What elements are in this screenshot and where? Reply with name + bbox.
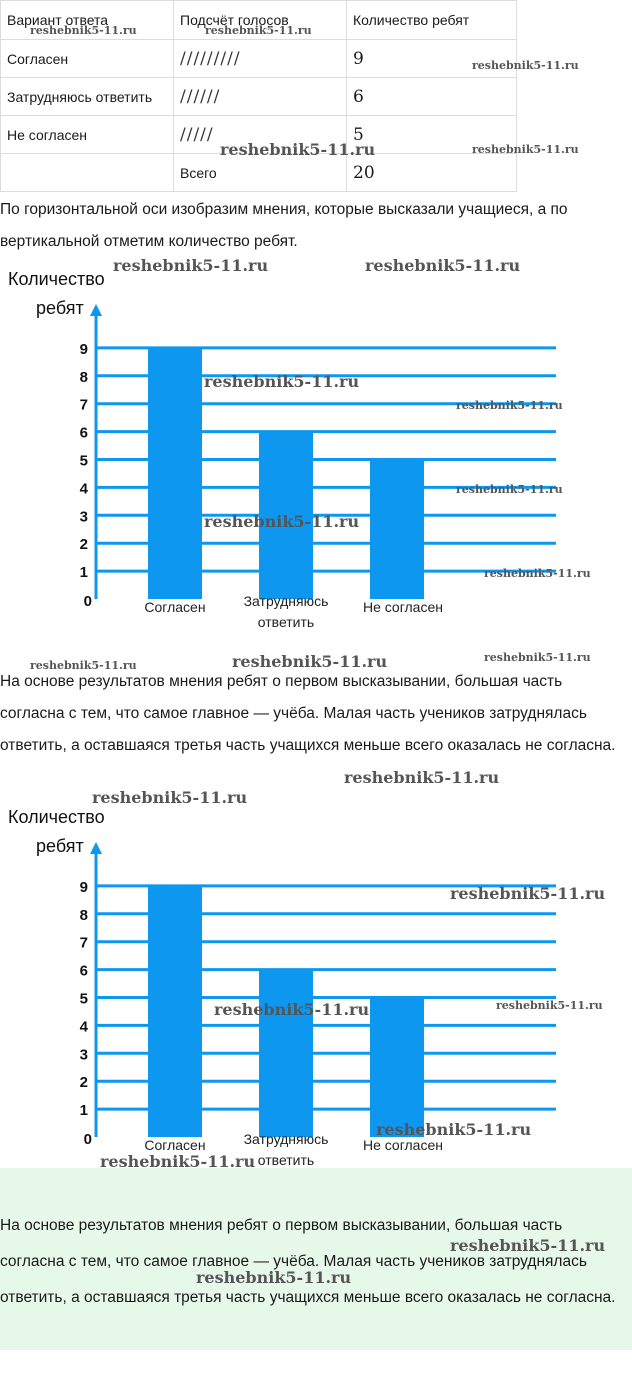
watermark: reshebnik5-11.ru [113, 256, 269, 275]
table-row [1, 40, 517, 78]
y-tick-label: 6 [79, 962, 88, 980]
y-axis-label: ребят [36, 298, 84, 318]
y-tick-label: 9 [79, 878, 88, 896]
watermark: reshebnik5-11.ru [205, 24, 312, 37]
category-label: Не согласен [362, 599, 444, 615]
watermark: reshebnik5-11.ru [472, 143, 579, 156]
y-tick-label: 8 [79, 368, 88, 386]
y-tick-label: 5 [79, 990, 88, 1008]
table-row [1, 154, 517, 192]
bar-chart-2 [0, 800, 632, 1172]
y-axis-label: Количество [8, 269, 105, 289]
category-label: Затрудняюсь [243, 593, 329, 609]
tally-cell: ////// [174, 78, 347, 116]
y-tick-label: 3 [79, 1046, 88, 1064]
watermark: reshebnik5-11.ru [204, 372, 360, 391]
answer-box [0, 1168, 632, 1350]
bar [370, 460, 424, 600]
tally-cell: ///// [174, 116, 347, 154]
category-label: Не согласен [362, 1137, 444, 1153]
y-tick-label: 2 [79, 1074, 88, 1092]
total-label-cell: Всего [174, 154, 347, 192]
y-tick-label: 5 [79, 452, 88, 470]
y-tick-label: 9 [79, 340, 88, 358]
category-label: Затрудняюсь [243, 1131, 329, 1147]
table-header-cell: Количество ребят [347, 1, 517, 40]
watermark: reshebnik5-11.ru [472, 59, 579, 72]
option-cell: Не согласен [1, 116, 174, 154]
category-label: Согласен [144, 1137, 206, 1153]
option-cell: Согласен [1, 40, 174, 78]
watermark: reshebnik5-11.ru [92, 788, 248, 807]
tally-cell: ///////// [174, 40, 347, 78]
table-header-cell: Подсчёт голосов [174, 1, 347, 40]
watermark: reshebnik5-11.ru [376, 1120, 532, 1139]
y-axis-arrow [90, 304, 102, 316]
watermark: reshebnik5-11.ru [220, 140, 376, 159]
y-axis-label: Количество [8, 807, 105, 827]
conclusion-paragraph: На основе результатов мнения ребят о первом высказывании, большая часть согласна с тем, что самое главное — учёба. Малая часть учеников затруднялась ответить, а оставшаяся третья часть учащихся меньше всего оказалась не согласна. [0, 673, 616, 754]
y-tick-label: 7 [79, 934, 88, 952]
watermark: reshebnik5-11.ru [484, 567, 591, 580]
table-row [1, 78, 517, 116]
y-tick-label: 2 [79, 536, 88, 554]
y-tick-label: 8 [79, 906, 88, 924]
answer-paragraph: На основе результатов мнения ребят о первом высказывании, большая часть согласна с тем, что самое главное — учёба. Малая часть учеников затруднялась ответить, а оставшаяся третья часть учащихся меньше всего оказалась не согласна. [0, 1217, 616, 1306]
watermark: reshebnik5-11.ru [214, 1000, 370, 1019]
watermark: reshebnik5-11.ru [344, 768, 500, 787]
count-cell: 6 [347, 78, 517, 116]
y-axis-label: ребят [36, 836, 84, 856]
watermark: reshebnik5-11.ru [450, 1236, 606, 1255]
category-label: ответить [257, 614, 315, 630]
intro-paragraph: По горизонтальной оси изобразим мнения, которые высказали учащиеся, а по вертикальной отметим количество ребят. [0, 201, 568, 250]
y-tick-label: 0 [83, 593, 92, 610]
bar [259, 970, 313, 1137]
option-cell [1, 154, 174, 192]
y-tick-label: 1 [79, 1102, 88, 1120]
watermark: reshebnik5-11.ru [100, 1152, 256, 1171]
total-count-cell: 20 [347, 154, 517, 192]
watermark: reshebnik5-11.ru [30, 24, 137, 37]
bar [148, 886, 202, 1137]
table-header-cell: Вариант ответа [1, 1, 174, 40]
count-cell: 9 [347, 40, 517, 78]
watermark: reshebnik5-11.ru [232, 652, 388, 671]
y-tick-label: 7 [79, 396, 88, 414]
bar [148, 348, 202, 599]
y-tick-label: 0 [83, 1131, 92, 1148]
watermark: reshebnik5-11.ru [456, 399, 563, 412]
watermark: reshebnik5-11.ru [196, 1268, 352, 1287]
watermark: reshebnik5-11.ru [456, 483, 563, 496]
y-axis-arrow [90, 842, 102, 854]
y-tick-label: 6 [79, 424, 88, 442]
watermark: reshebnik5-11.ru [204, 512, 360, 531]
y-tick-label: 1 [79, 564, 88, 582]
watermark: reshebnik5-11.ru [450, 884, 606, 903]
y-tick-label: 4 [79, 1018, 88, 1036]
watermark: reshebnik5-11.ru [365, 256, 521, 275]
bar [370, 998, 424, 1138]
watermark: reshebnik5-11.ru [496, 999, 603, 1012]
option-cell: Затрудняюсь ответить [1, 78, 174, 116]
y-tick-label: 4 [79, 480, 88, 498]
count-cell: 5 [347, 116, 517, 154]
category-label: Согласен [144, 599, 206, 615]
watermark: reshebnik5-11.ru [30, 659, 137, 672]
category-label: ответить [257, 1152, 315, 1168]
y-tick-label: 3 [79, 508, 88, 526]
watermark: reshebnik5-11.ru [484, 651, 591, 664]
